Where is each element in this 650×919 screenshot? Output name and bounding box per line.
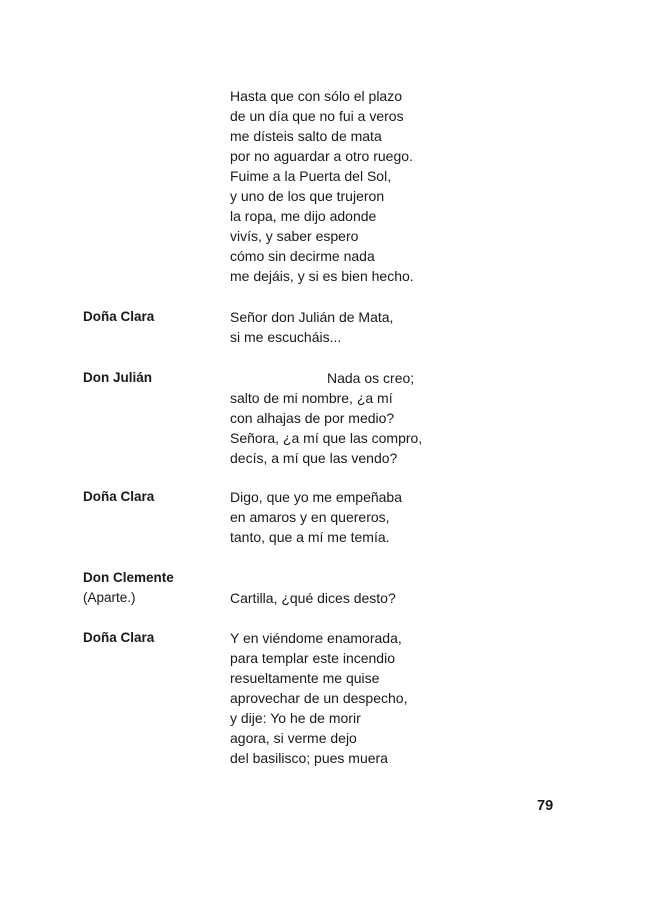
verse-line: Y en viéndome enamorada, bbox=[230, 630, 402, 646]
verse-line: salto de mi nombre, ¿a mí bbox=[230, 390, 393, 406]
speaker-name: Don Clemente bbox=[83, 570, 174, 585]
verse-line: si me escucháis... bbox=[230, 329, 342, 345]
verse-line: Señor don Julián de Mata, bbox=[230, 309, 394, 325]
verse-line: me dísteis salto de mata bbox=[230, 128, 382, 144]
verse-text bbox=[230, 368, 422, 468]
speaker-name: Doña Clara bbox=[83, 489, 155, 504]
verse-line: y dije: Yo he de morir bbox=[230, 710, 361, 726]
verse-line: tanto, que a mí me temía. bbox=[230, 529, 390, 545]
verse-line: Hasta que con sólo el plazo bbox=[230, 88, 402, 104]
verse-line: cómo sin decirme nada bbox=[230, 248, 375, 264]
verse-line: del basilisco; pues muera bbox=[230, 750, 388, 766]
verse-line: Señora, ¿a mí que las compro, bbox=[230, 430, 423, 446]
verse-line: Cartilla, ¿qué dices desto? bbox=[230, 590, 396, 606]
stage-direction: (Aparte.) bbox=[83, 590, 136, 605]
verse-line: Fuime a la Puerta del Sol, bbox=[230, 168, 392, 184]
verse-line-indented: Nada os creo; bbox=[327, 370, 415, 386]
verse-text bbox=[230, 588, 396, 608]
verse-line: Digo, que yo me empeñaba bbox=[230, 489, 402, 505]
verse-line: agora, si verme dejo bbox=[230, 730, 357, 746]
verse-line: y uno de los que trujeron bbox=[230, 188, 385, 204]
verse-text bbox=[230, 307, 393, 347]
verse-text bbox=[230, 86, 414, 286]
verse-line: decís, a mí que las vendo? bbox=[230, 450, 398, 466]
verse-line: la ropa, me dijo adonde bbox=[230, 208, 377, 224]
speaker-name: Doña Clara bbox=[83, 630, 155, 645]
speaker-name: Doña Clara bbox=[83, 309, 155, 324]
verse-line: en amaros y en quereros, bbox=[230, 509, 390, 525]
verse-line: de un día que no fui a veros bbox=[230, 108, 404, 124]
verse-line: aprovechar de un despecho, bbox=[230, 690, 408, 706]
verse-line: para templar este incendio bbox=[230, 650, 395, 666]
verse-text bbox=[230, 628, 407, 768]
verse-line: vivís, y saber espero bbox=[230, 228, 359, 244]
verse-line: con alhajas de por medio? bbox=[230, 410, 395, 426]
verse-line: me dejáis, y si es bien hecho. bbox=[230, 268, 414, 284]
page-number: 79 bbox=[537, 798, 554, 814]
verse-line: por no aguardar a otro ruego. bbox=[230, 148, 413, 164]
verse-text bbox=[230, 487, 402, 547]
speaker-name: Don Julián bbox=[83, 370, 153, 385]
verse-line: resueltamente me quise bbox=[230, 670, 380, 686]
